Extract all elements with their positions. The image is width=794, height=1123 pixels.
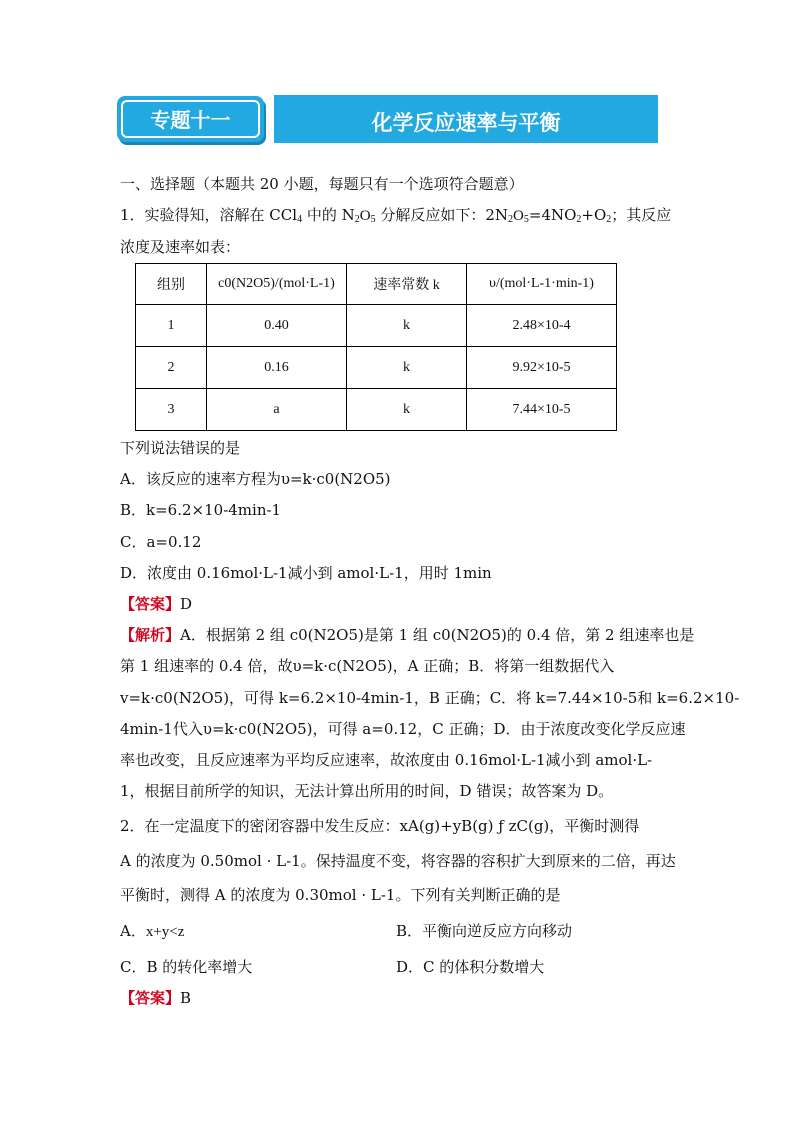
q1-stem-line1: 1．实验得知，溶解在 CCl$_4$ 中的 $N_2O_5$ 分解反应如下：$2N_2O_5=4NO_2+O_2$；其反应 bbox=[120, 206, 672, 225]
table-row bbox=[136, 347, 617, 389]
q1-option-c: C．a=0.12 bbox=[120, 533, 202, 551]
topic-badge-text: 专题十一 bbox=[150, 108, 231, 132]
table-cell: k bbox=[347, 389, 467, 431]
topic-title: 化学反应速率与平衡 bbox=[371, 111, 561, 135]
q2-answer bbox=[120, 988, 191, 1008]
answer-label: 【答案】 bbox=[120, 595, 181, 613]
q1-stem-line2: 浓度及速率如表： bbox=[120, 238, 241, 256]
rate-table bbox=[135, 263, 617, 431]
table-cell: 1 bbox=[136, 305, 207, 347]
q1-option-a: A．该反应的速率方程为υ=k·c0(N2O5) bbox=[120, 470, 391, 488]
analysis-line: 率也改变，且反应速率为平均反应速率，故浓度由 0.16mol·L-1减小到 amol·L- bbox=[120, 751, 653, 769]
q2-option-a-text: x+y<z bbox=[145, 924, 185, 940]
table-cell: k bbox=[347, 305, 467, 347]
q2-option-b: B．平衡向逆反应方向移动 bbox=[396, 922, 573, 940]
analysis-line: v=k·c0(N2O5)，可得 k=6.2×10-4min-1，B 正确；C．将 k=7.44×10-5和 k=6.2×10- bbox=[120, 689, 740, 707]
section-title: 一、选择题（本题共 20 小题，每题只有一个选项符合题意） bbox=[120, 175, 524, 193]
q2-stem-line3: 平衡时，测得 A 的浓度为 0.30mol · L-1。下列有关判断正确的是 bbox=[120, 886, 561, 904]
q1-answer bbox=[120, 594, 192, 614]
analysis-line bbox=[120, 625, 694, 645]
table-row bbox=[136, 389, 617, 431]
answer-value: B bbox=[180, 989, 192, 1007]
q1-option-d: D．浓度由 0.16mol·L-1减小到 amol·L-1，用时 1min bbox=[120, 564, 492, 582]
table-cell: 9.92×10-5 bbox=[467, 347, 617, 389]
q2-option-c: C．B 的转化率增大 bbox=[120, 958, 253, 976]
table-header-cell: c0(N2O5)/(mol·L-1) bbox=[207, 264, 347, 305]
analysis-text: A．根据第 2 组 c0(N2O5)是第 1 组 c0(N2O5)的 0.4 倍，第 2 组速率也是 bbox=[180, 626, 695, 644]
table-cell: 7.44×10-5 bbox=[467, 389, 617, 431]
table-header-cell: 组别 bbox=[136, 264, 207, 305]
table-cell: a bbox=[207, 389, 347, 431]
analysis-line: 1，根据目前所学的知识，无法计算出所用的时间，D 错误；故答案为 D。 bbox=[120, 782, 614, 800]
answer-label: 【答案】 bbox=[120, 989, 181, 1007]
analysis-line: 第 1 组速率的 0.4 倍，故υ=k·c(N2O5)，A 正确；B．将第一组数据代入 bbox=[120, 657, 615, 675]
table-cell: 0.40 bbox=[207, 305, 347, 347]
q1-stem-part3: 分解反应如下：2N bbox=[375, 206, 509, 224]
q2-stem-line1: 2．在一定温度下的密闭容器中发生反应：xA(g)+yB(g) ƒ zC(g)，平衡时测得 bbox=[120, 817, 640, 835]
table-cell: 2.48×10-4 bbox=[467, 305, 617, 347]
table-header-row bbox=[136, 264, 617, 305]
table-header-cell: 速率常数 k bbox=[347, 264, 467, 305]
q2-stem-line2: A 的浓度为 0.50mol · L-1。保持温度不变，将容器的容积扩大到原来的二倍，再达 bbox=[120, 852, 676, 870]
table-cell: 0.16 bbox=[207, 347, 347, 389]
q1-option-b: B．k=6.2×10-4min-1 bbox=[120, 501, 282, 519]
q1-stem-part4: =4NO bbox=[528, 206, 577, 224]
q2-option-a-label: A． bbox=[120, 922, 146, 940]
q1-stem-part1: 1．实验得知，溶解在 CCl bbox=[120, 206, 298, 224]
topic-title-bar bbox=[274, 95, 658, 143]
q1-stem-part2: 中的 N bbox=[302, 206, 355, 224]
q2-option-d: D．C 的体积分数增大 bbox=[396, 958, 545, 976]
table-cell: k bbox=[347, 347, 467, 389]
q1-ask: 下列说法错误的是 bbox=[120, 439, 241, 457]
analysis-line: 4min-1代入υ=k·c0(N2O5)，可得 a=0.12，C 正确；D．由于浓度改变化学反应速 bbox=[120, 720, 686, 738]
topic-badge bbox=[117, 96, 264, 142]
answer-value: D bbox=[180, 595, 193, 613]
table-cell: 2 bbox=[136, 347, 207, 389]
q2-option-a bbox=[120, 921, 184, 942]
q1-stem-part6: ；其反应 bbox=[611, 206, 672, 224]
analysis-label: 【解析】 bbox=[120, 626, 181, 644]
table-row bbox=[136, 305, 617, 347]
q1-stem-part5: +O bbox=[581, 206, 607, 224]
table-cell: 3 bbox=[136, 389, 207, 431]
table-header-cell: υ/(mol·L-1·min-1) bbox=[467, 264, 617, 305]
